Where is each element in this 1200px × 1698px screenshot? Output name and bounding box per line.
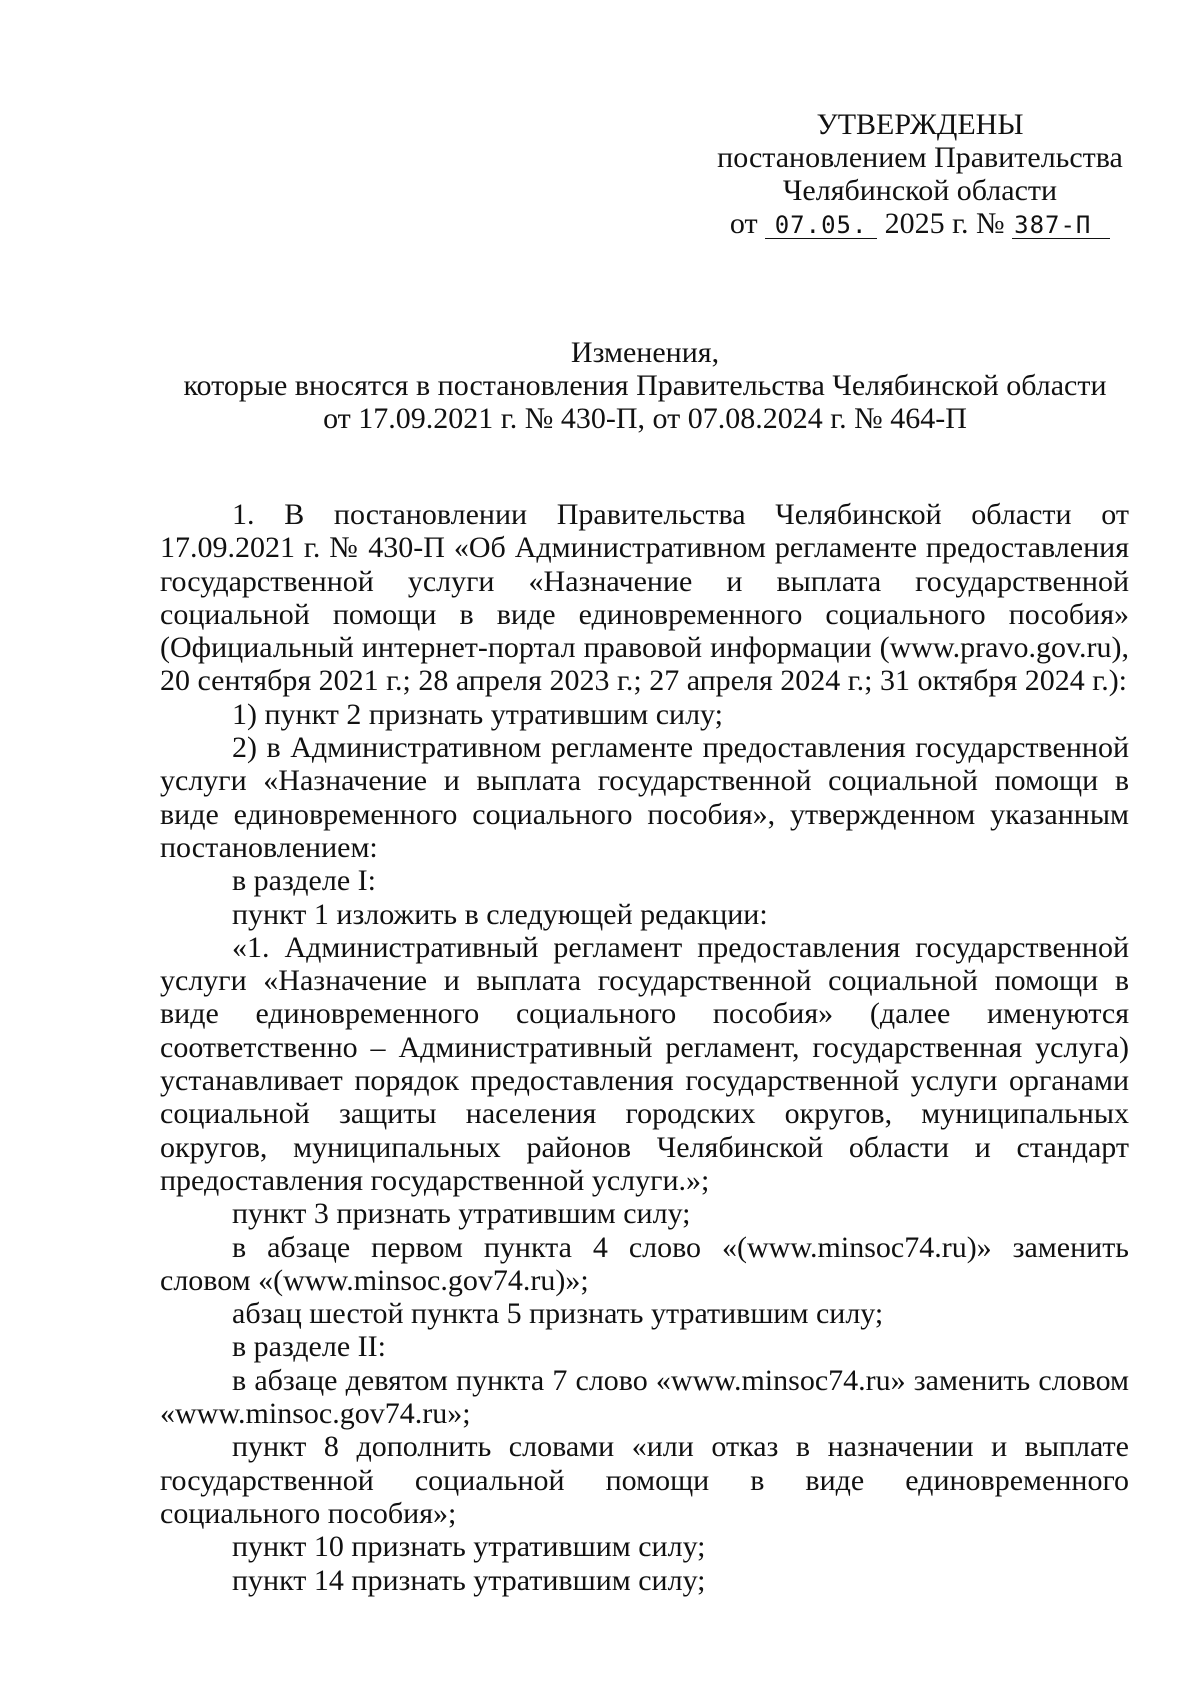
paragraph: в разделе I: <box>232 864 376 898</box>
paragraph: 2) в Административном регламенте предоставления государственной услуги «Назначение и выплата государственной социальной помощи в виде единовременного социального пособия», утвержденном указанным постановлением: <box>160 731 1129 864</box>
approval-stamp <box>700 108 1140 240</box>
paragraph: абзац шестой пункта 5 признать утратившим силу; <box>232 1297 884 1331</box>
title-line-3: от 17.09.2021 г. № 430-П, от 07.08.2024 г. № 464-П <box>323 402 967 435</box>
paragraph: 1. В постановлении Правительства Челябинской области от 17.09.2021 г. № 430-П «Об Административном регламенте предоставления государственной услуги «Назначение и выплата государственной социальной помощи в виде единовременного социального пособия» (Официальный интернет-портал правовой информации (www.pravo.gov.ru), 20 сентября 2021 г.; 28 апреля 2023 г.; 27 апреля 2024 г.; 31 октября 2024 г.): <box>160 498 1129 698</box>
title-line-2: которые вносятся в постановления Правительства Челябинской области <box>183 369 1107 402</box>
title-line-1: Изменения, <box>570 336 720 369</box>
approval-date-number <box>700 207 1140 240</box>
paragraph: пункт 3 признать утратившим силу; <box>232 1197 691 1231</box>
paragraph: пункт 1 изложить в следующей редакции: <box>232 897 768 931</box>
approval-line-region: Челябинской области <box>782 174 1058 207</box>
paragraph: 1) пункт 2 признать утратившим силу; <box>232 697 724 731</box>
paragraph: пункт 8 дополнить словами «или отказ в назначении и выплате государственной социальной помощи в виде единовременного социального пособия»; <box>160 1430 1129 1530</box>
date-value: 07.05. <box>765 212 877 239</box>
paragraph: пункт 10 признать утратившим силу; <box>232 1530 706 1564</box>
paragraph: «1. Административный регламент предоставления государственной услуги «Назначение и выплата государственной социальной помощи в виде единовременного социального пособия» (далее именуются соответственно – Административный регламент, государственная услуга) устанавливает порядок предоставления государственной услуги органами социальной защиты населения городских округов, муниципальных округов, муниципальных районов Челябинской области и стандарт предоставления государственной услуги.»; <box>160 930 1129 1197</box>
document-title <box>150 336 1140 435</box>
date-prefix: от <box>729 207 758 240</box>
paragraph: в абзаце девятом пункта 7 слово «www.minsoc74.ru» заменить словом «www.minsoc.gov74.ru»; <box>160 1363 1129 1431</box>
approval-line-resolution: постановлением Правительства <box>717 141 1123 174</box>
document-body <box>160 498 1129 1597</box>
paragraph: пункт 14 признать утратившим силу; <box>232 1563 706 1597</box>
approval-title: УТВЕРЖДЕНЫ <box>816 108 1024 141</box>
resolution-number: 387-П <box>1012 212 1110 239</box>
year-text: 2025 г. № <box>884 207 1005 240</box>
paragraph: в абзаце первом пункта 4 слово «(www.minsoc74.ru)» заменить словом «(www.minsoc.gov74.ru)»; <box>160 1230 1129 1297</box>
paragraph: в разделе II: <box>232 1330 386 1364</box>
